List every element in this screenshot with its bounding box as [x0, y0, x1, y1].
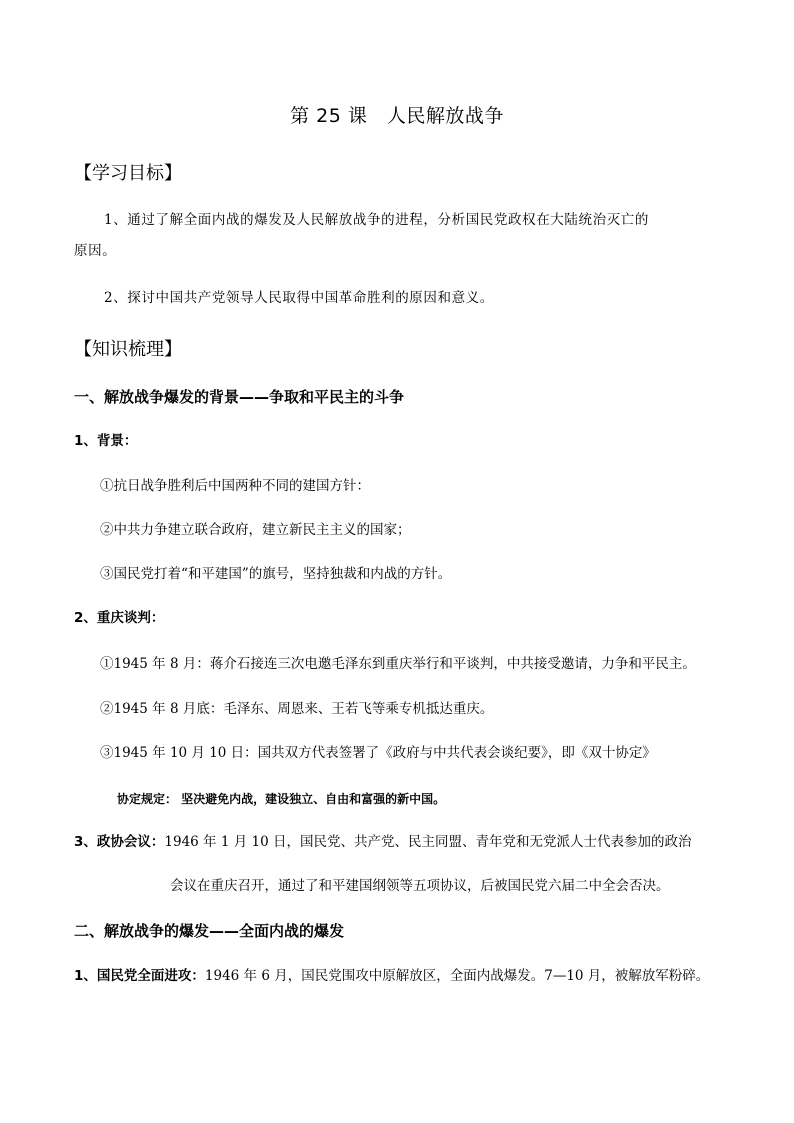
part1-heading: 一、解放战争爆发的背景——争取和平民主的斗争 — [74, 388, 405, 406]
offensive-text: 1946 年 6 月，国民党围攻中原解放区，全面内战爆发。7—10 月，被解放军粉碎。 — [204, 968, 710, 984]
goal-1-line-2: 原因。 — [74, 243, 117, 259]
talks-item-1: ①1945 年 8 月：蒋介石接连三次电邀毛泽东到重庆举行和平谈判，中共接受邀请，力争和平民主。 — [100, 656, 696, 672]
offensive-line — [74, 970, 709, 984]
review-heading: 【知识梳理】 — [74, 339, 182, 360]
agreement-note: 协定规定： 坚决避免内战，建设独立、自由和富强的新中国。 — [117, 792, 446, 806]
background-item-3: ③国民党打着“和平建国”的旗号，坚持独裁和内战的方针。 — [100, 566, 452, 582]
talks-item-2: ②1945 年 8 月底：毛泽东、周恩来、王若飞等乘专机抵达重庆。 — [100, 701, 494, 717]
goal-1-line-1: 1、通过了解全面内战的爆发及人民解放战争的进程，分析国民党政权在大陆统治灭亡的 — [104, 212, 649, 228]
conference-text-1: 1946 年 1 月 10 日，国民党、共产党、民主同盟、青年党和无党派人士代表参加的政治 — [164, 834, 692, 850]
offensive-label: 1、国民党全面进攻： — [74, 968, 205, 984]
goals-heading: 【学习目标】 — [74, 163, 182, 184]
background-label: 1、背景： — [74, 433, 138, 449]
goal-2: 2、探讨中国共产党领导人民取得中国革命胜利的原因和意义。 — [104, 290, 494, 306]
page-title: 第 25 课 人民解放战争 — [290, 105, 504, 127]
conference-line-1 — [74, 836, 692, 850]
part2-heading: 二、解放战争的爆发——全面内战的爆发 — [74, 922, 345, 940]
background-item-2: ②中共力争建立联合政府，建立新民主主义的国家； — [100, 522, 411, 538]
talks-item-3: ③1945 年 10 月 10 日：国共双方代表签署了《政府与中共代表会谈纪要》，即《双十协定》 — [100, 745, 656, 761]
conference-label: 3、政协会议： — [74, 834, 165, 850]
conference-line-2: 会议在重庆召开，通过了和平建国纲领等五项协议，后被国民党六届二中全会否决。 — [170, 878, 670, 894]
talks-label: 2、重庆谈判： — [74, 610, 165, 626]
background-item-1: ①抗日战争胜利后中国两种不同的建国方针： — [100, 478, 370, 494]
